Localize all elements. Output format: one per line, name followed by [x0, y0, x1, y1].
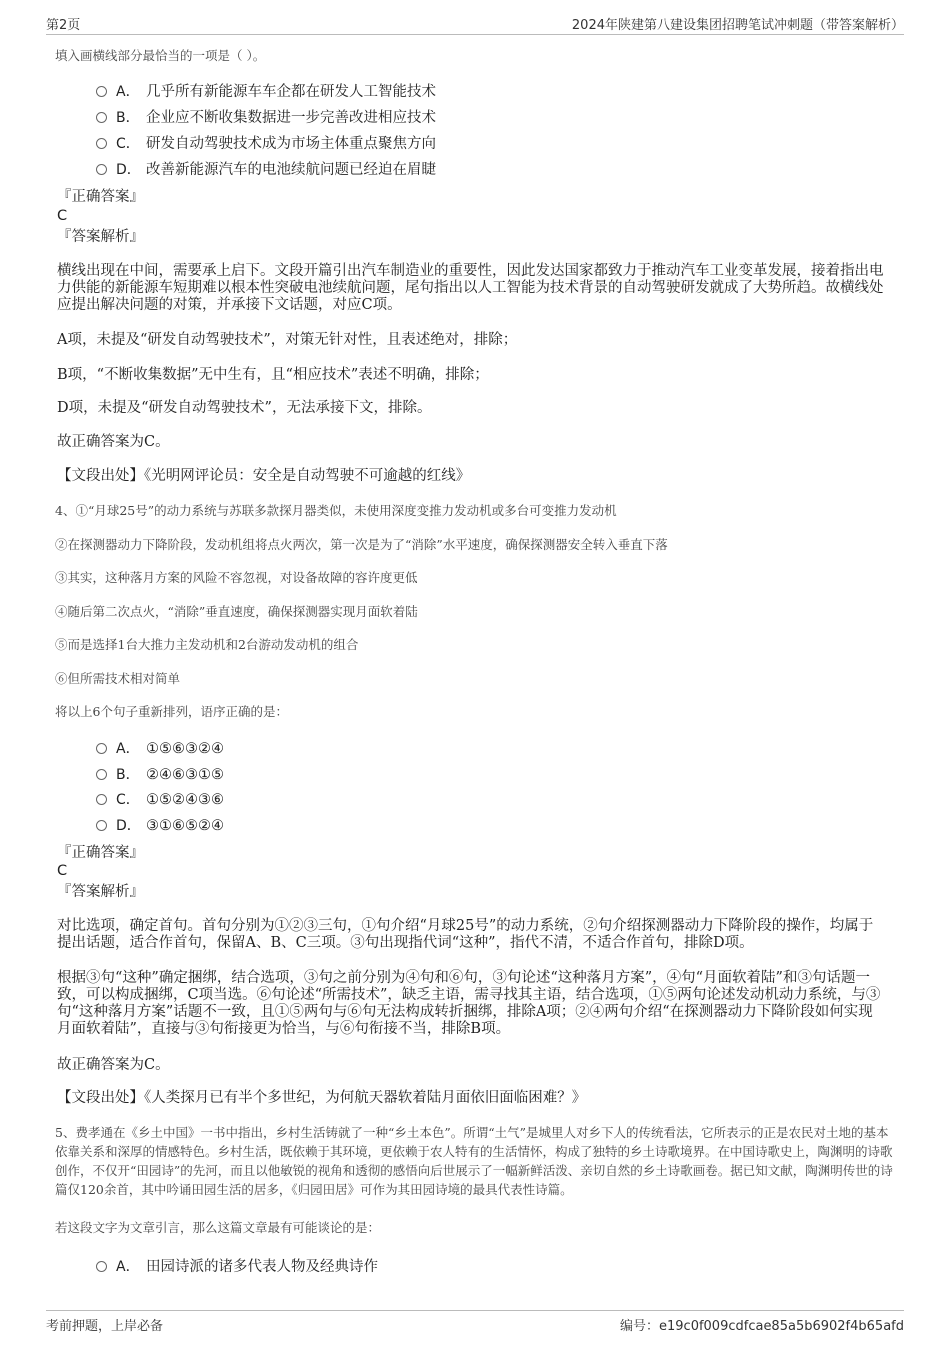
- q4-option-a[interactable]: A． ①⑤⑥③②④: [96, 739, 224, 759]
- q3-answer-label: 『正确答案』: [57, 189, 144, 205]
- radio-icon[interactable]: [96, 794, 107, 805]
- q3-analysis-option-a: A项，未提及“研发自动驾驶技术”，对策无针对性，且表述绝对，排除；: [57, 332, 518, 348]
- q5-prompt: 若这段文字为文章引言，那么这篇文章最有可能谈论的是：: [55, 1220, 381, 1235]
- q4-analysis-paragraph-1: 对比选项，确定首句。首句分别为①②③三句，①句介绍“月球25号”的动力系统，②句介绍探测器动力下降阶段的操作，均属于提出话题，适合作首句，保留A、B、C三项。③句出现指代词“这种”，指代不清，不适合作首句，排除D项。: [57, 918, 874, 951]
- q4-sentence-6: ⑥但所需技术相对简单: [55, 671, 181, 686]
- q3-analysis-option-b: B项，“不断收集数据”无中生有，且“相应技术”表述不明确，排除；: [57, 367, 489, 383]
- radio-icon[interactable]: [96, 164, 107, 175]
- q4-prompt: 将以上6个句子重新排列，语序正确的是：: [55, 704, 288, 719]
- q4-sentence-5: ⑤而是选择1台大推力主发动机和2台游动发动机的组合: [55, 637, 359, 652]
- q4-sentence-4: ④随后第二次点火，“消除”垂直速度，确保探测器实现月面软着陆: [55, 604, 418, 619]
- q4-option-c[interactable]: C． ①⑤②④③⑥: [96, 790, 224, 810]
- q3-source: 【文段出处】《光明网评论员：安全是自动驾驶不可逾越的红线》: [57, 468, 471, 484]
- q4-analysis-paragraph-2: 根据③句“这种”确定捆绑，结合选项，③句之前分别为④句和⑥句，③句论述“这种落月方案”，④句“月面软着陆”和③句话题一致，可以构成捆绑，C项当选。⑥句论述“所需技术”，缺乏主语，需寻找其主语，结合选项，①⑤两句论述发动机动力系统，与③句“这种落月方案”话题不一致，且①⑤两句与⑥句无法构成转折捆绑，排除A项；②④两句介绍“在探测器动力下降阶段如何实现月面软着陆”，直接与③句衔接更为恰当，与⑥句衔接不当，排除B项。: [57, 970, 881, 1037]
- radio-icon[interactable]: [96, 820, 107, 831]
- page-header: [46, 14, 904, 35]
- q3-analysis-paragraph: 横线出现在中间，需要承上启下。文段开篇引出汽车制造业的重要性，因此发达国家都致力于推动汽车工业变革发展，接着指出电力供能的新能源车短期难以根本性突破电池续航问题，尾句指出以人工智能为技术背景的自动驾驶研发就成了大势所趋。故横线处应提出解决问题的对策，并承接下文话题，对应C项。: [57, 263, 884, 313]
- q3-option-c[interactable]: C． 研发自动驾驶技术成为市场主体重点聚焦方向: [96, 134, 436, 154]
- q3-option-b[interactable]: B． 企业应不断收集数据进一步完善改进相应技术: [96, 108, 436, 128]
- q4-sentence-3: ③其实，这种落月方案的风险不容忽视，对设备故障的容许度更低: [55, 570, 418, 585]
- q3-conclusion: 故正确答案为C。: [57, 434, 170, 450]
- q4-sentence-1: 4、①“月球25号”的动力系统与苏联多款探月器类似，未使用深度变推力发动机或多台可变推力发动机: [55, 503, 617, 518]
- radio-icon[interactable]: [96, 138, 107, 149]
- q4-sentence-2: ②在探测器动力下降阶段，发动机组将点火两次，第一次是为了“消除”水平速度，确保探测器安全转入垂直下落: [55, 537, 668, 552]
- q4-analysis-label: 『答案解析』: [57, 884, 144, 900]
- radio-icon[interactable]: [96, 1261, 107, 1272]
- radio-icon[interactable]: [96, 769, 107, 780]
- q4-source: 【文段出处】《人类探月已有半个多世纪，为何航天器软着陆月面依旧面临困难？》: [57, 1090, 587, 1106]
- document-code: 编号：e19c0f009cdfcae85a5b6902f4b65afd: [620, 1319, 904, 1334]
- q4-answer: C: [57, 863, 68, 879]
- radio-icon[interactable]: [96, 86, 107, 97]
- page-footer: [46, 1310, 904, 1333]
- q3-option-d[interactable]: D． 改善新能源汽车的电池续航问题已经迫在眉睫: [96, 160, 436, 180]
- q3-prompt: 填入画横线部分最恰当的一项是（ ）。: [55, 48, 266, 63]
- q4-option-d[interactable]: D． ③①⑥⑤②④: [96, 816, 224, 836]
- q4-answer-label: 『正确答案』: [57, 845, 144, 861]
- q5-option-a[interactable]: A． 田园诗派的诸多代表人物及经典诗作: [96, 1257, 378, 1277]
- q3-analysis-label: 『答案解析』: [57, 229, 144, 245]
- page-number: 第2页: [46, 18, 81, 33]
- q3-option-a[interactable]: A． 几乎所有新能源车车企都在研发人工智能技术: [96, 82, 436, 102]
- q5-passage: 5、费孝通在《乡土中国》一书中指出，乡村生活铸就了一种“乡土本色”。所谓“土气”是城里人对乡下人的传统看法，它所表示的正是农民对土地的基本依靠关系和深厚的情感特色。乡村生活，既依赖于其环境，更依赖于农人特有的生活情怀，构成了独特的乡土诗歌境界。在中国诗歌史上，陶渊明的诗歌创作，不仅开“田园诗”的先河，而且以他敏锐的视角和透彻的感悟向后世展示了一幅新鲜活泼、亲切自然的乡土诗歌画卷。据已知文献，陶渊明传世的诗篇仅120余首，其中吟诵田园生活的居多，《归园田居》可作为其田园诗境的最具代表性诗篇。: [55, 1125, 893, 1197]
- radio-icon[interactable]: [96, 112, 107, 123]
- q3-answer: C: [57, 208, 68, 224]
- radio-icon[interactable]: [96, 743, 107, 754]
- q3-analysis-option-d: D项，未提及“研发自动驾驶技术”，无法承接下文，排除。: [57, 400, 432, 416]
- q4-conclusion: 故正确答案为C。: [57, 1057, 170, 1073]
- q4-option-b[interactable]: B． ②④⑥③①⑤: [96, 765, 224, 785]
- document-title: 2024年陕建第八建设集团招聘笔试冲刺题（带答案解析）: [571, 18, 904, 33]
- footer-slogan: 考前押题，上岸必备: [46, 1319, 164, 1334]
